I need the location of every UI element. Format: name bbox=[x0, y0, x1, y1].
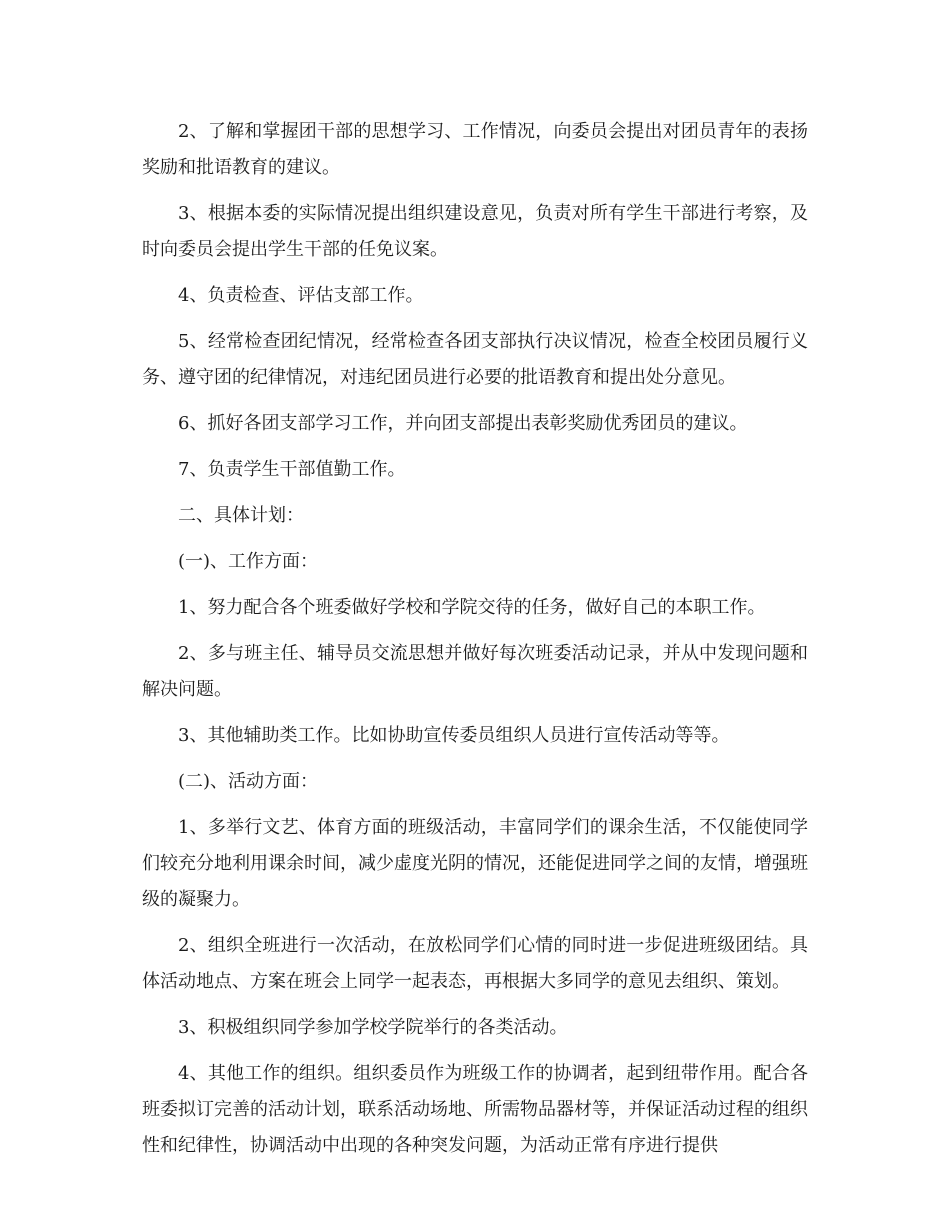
paragraph-duty-2: 2、了解和掌握团干部的思想学习、工作情况，向委员会提出对团员青年的表扬奖励和批语教育的建议。 bbox=[142, 121, 808, 178]
document-body bbox=[142, 114, 808, 1174]
paragraph-duty-4: 4、负责检查、评估支部工作。 bbox=[178, 285, 424, 306]
paragraph-duty-7: 7、负责学生干部值勤工作。 bbox=[178, 459, 406, 480]
subheading-activity: (二)、活动方面： bbox=[178, 771, 319, 792]
paragraph-duty-5: 5、经常检查团纪情况，经常检查各团支部执行决议情况，检查全校团员履行义务、遵守团的纪律情况，对违纪团员进行必要的批语教育和提出处分意见。 bbox=[142, 331, 808, 388]
subheading-work: (一)、工作方面： bbox=[178, 551, 319, 572]
paragraph-work-3: 3、其他辅助类工作。比如协助宣传委员组织人员进行宣传活动等等。 bbox=[178, 725, 730, 746]
paragraph-activity-3: 3、积极组织同学参加学校学院举行的各类活动。 bbox=[178, 1017, 568, 1038]
paragraph-duty-3: 3、根据本委的实际情况提出组织建设意见，负责对所有学生干部进行考察，及时向委员会提出学生干部的任免议案。 bbox=[142, 203, 808, 260]
paragraph-activity-4: 4、其他工作的组织。组织委员作为班级工作的协调者，起到纽带作用。配合各班委拟订完善的活动计划，联系活动场地、所需物品器材等，并保证活动过程的组织性和纪律性，协调活动中出现的各种突发问题，为活动正常有序进行提供 bbox=[142, 1063, 808, 1156]
paragraph-work-1: 1、努力配合各个班委做好学校和学院交待的任务，做好自己的本职工作。 bbox=[178, 597, 766, 618]
section-heading-plan: 二、具体计划： bbox=[178, 505, 304, 526]
paragraph-work-2: 2、多与班主任、辅导员交流思想并做好每次班委活动记录，并从中发现问题和解决问题。 bbox=[142, 643, 808, 700]
paragraph-activity-1: 1、多举行文艺、体育方面的班级活动，丰富同学们的课余生活，不仅能使同学们较充分地利用课余时间，减少虚度光阴的情况，还能促进同学之间的友情，增强班级的凝聚力。 bbox=[142, 817, 808, 910]
paragraph-duty-6: 6、抓好各团支部学习工作，并向团支部提出表彰奖励优秀团员的建议。 bbox=[178, 413, 748, 434]
paragraph-activity-2: 2、组织全班进行一次活动，在放松同学们心情的同时进一步促进班级团结。具体活动地点、方案在班会上同学一起表态，再根据大多同学的意见去组织、策划。 bbox=[142, 935, 808, 992]
